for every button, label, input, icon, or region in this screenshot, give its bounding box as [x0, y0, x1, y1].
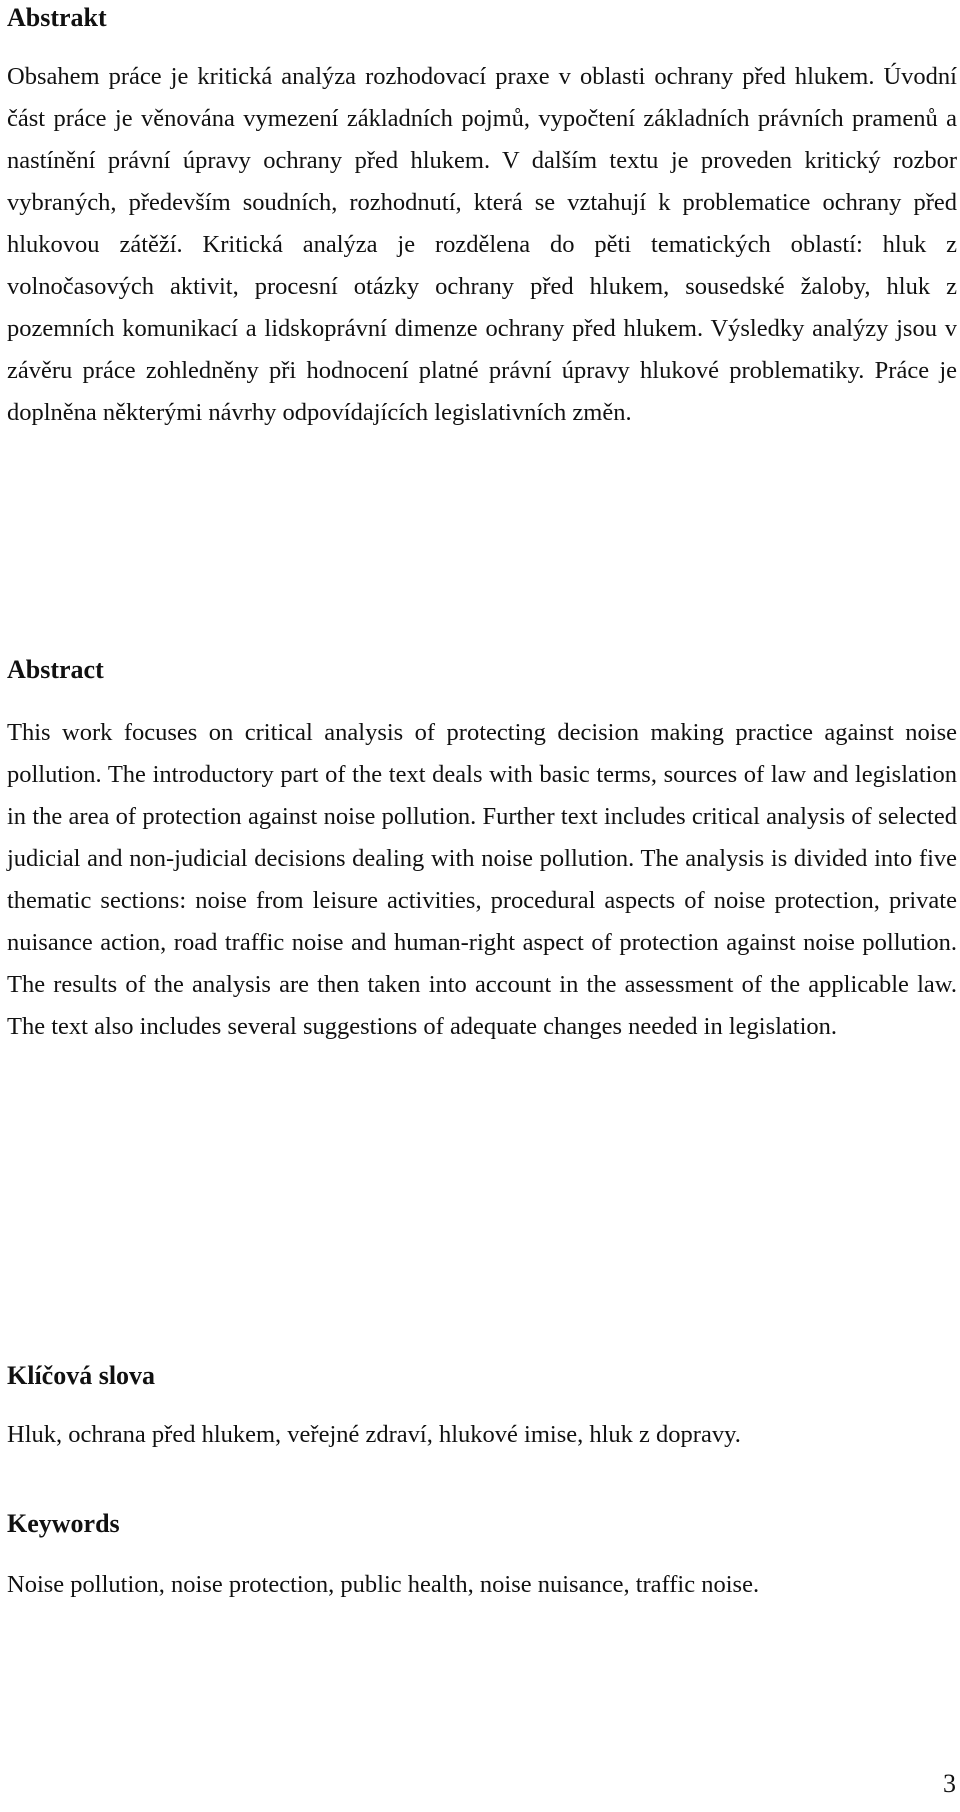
- paragraph-abstract: This work focuses on critical analysis of protecting decision making practice against noise pollution. The introductory part of the text deals with basic terms, sources of law and legislation in the area of protection against noise pollution. Further text includes critical analysis of selected judicial and non-judicial decisions dealing with noise pollution. The analysis is divided into five thematic sections: noise from leisure activities, procedural aspects of noise protection, private nuisance action, road traffic noise and human-right aspect of protection against noise pollution. The results of the analysis are then taken into account in the assessment of the applicable law. The text also includes several suggestions of adequate changes needed in legislation.: [7, 719, 957, 1040]
- heading-abstrakt: Abstrakt: [7, 3, 107, 32]
- paragraph-klicova-slova: Hluk, ochrana před hlukem, veřejné zdraví, hlukové imise, hluk z dopravy.: [7, 1421, 741, 1448]
- heading-keywords: Keywords: [7, 1509, 120, 1538]
- paragraph-abstrakt: Obsahem práce je kritická analýza rozhodovací praxe v oblasti ochrany před hlukem. Úvodní část práce je věnována vymezení základních pojmů, vypočtení základních právních pramenů a nastínění právní úpravy ochrany před hlukem. V dalším textu je proveden kritický rozbor vybraných, především soudních, rozhodnutí, která se vztahují k problematice ochrany před hlukovou zátěží. Kritická analýza je rozdělena do pěti tematických oblastí: hluk z volnočasových aktivit, procesní otázky ochrany před hlukem, sousedské žaloby, hluk z pozemních komunikací a lidskoprávní dimenze ochrany před hlukem. Výsledky analýzy jsou v závěru práce zohledněny při hodnocení platné právní úpravy hlukové problematiky. Práce je doplněna některými návrhy odpovídajících legislativních změn.: [7, 63, 957, 426]
- paragraph-keywords: Noise pollution, noise protection, public health, noise nuisance, traffic noise.: [7, 1571, 760, 1598]
- heading-klicova-slova: Klíčová slova: [7, 1361, 156, 1390]
- page-number: 3: [943, 1769, 956, 1798]
- heading-abstract: Abstract: [7, 655, 104, 684]
